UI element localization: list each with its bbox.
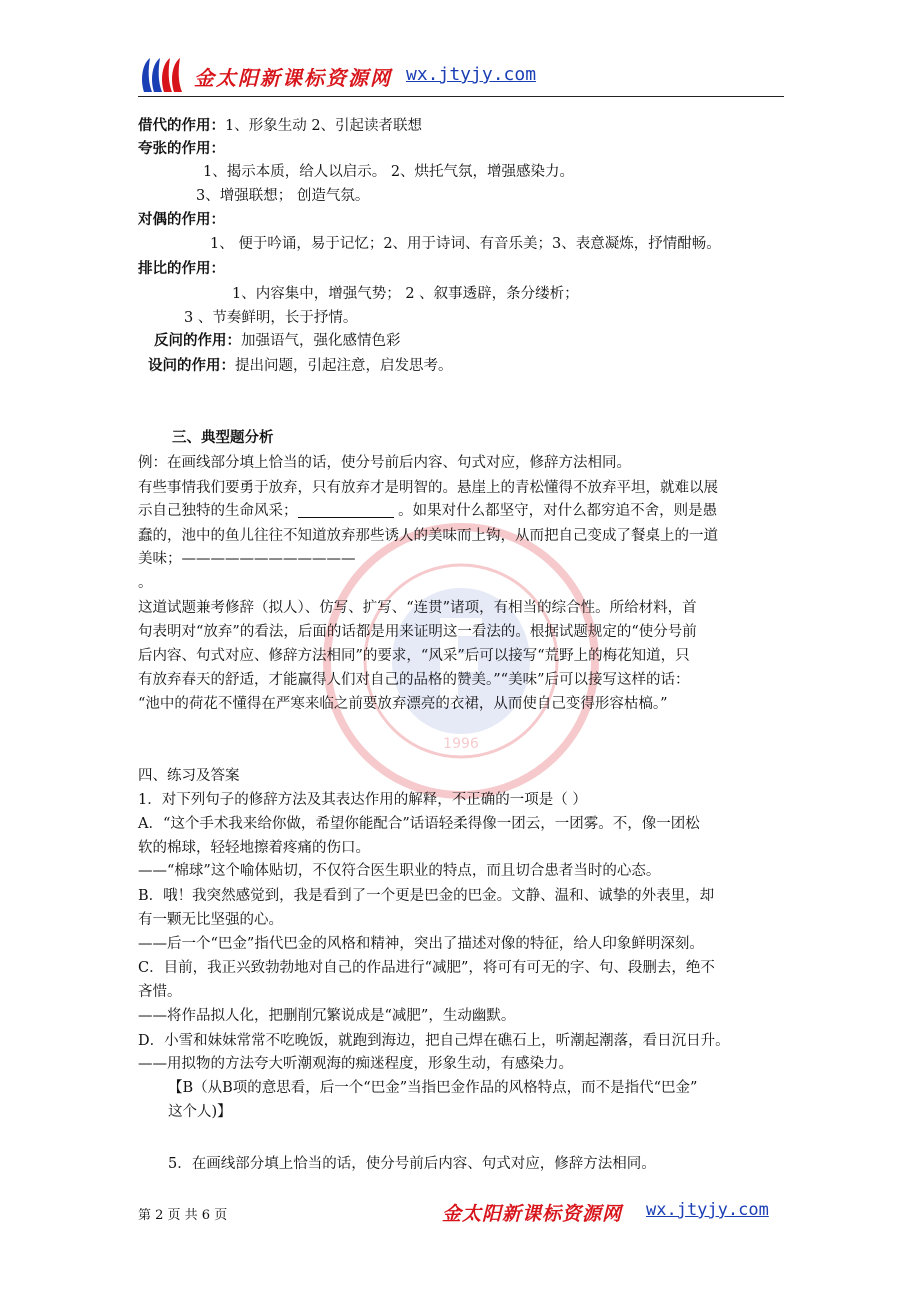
line-text: 3、增强联想； 创造气氛。 [196, 188, 370, 204]
text-line [138, 646, 690, 666]
line-text: 有些事情我们要勇于放弃，只有放弃才是明智的。悬崖上的青松懂得不放弃平坦，就难以展 [138, 480, 718, 496]
text-line [138, 934, 704, 954]
line-text: 1、形象生动 2、引起读者联想 [225, 118, 423, 134]
text-line [138, 861, 660, 881]
line-text: ——将作品拟人化，把删削冗繁说成是“减肥”，生动幽默。 [138, 1008, 516, 1024]
text-line [172, 428, 274, 448]
text-line [138, 598, 697, 618]
line-text: 后内容、句式对应、修辞方法相同”的要求，“风采”后可以接写“荒野上的梅花知道，只 [138, 648, 690, 664]
line-text: 1、内容集中，增强气势； 2 、叙事透辟，条分缕析； [232, 286, 579, 302]
text-line [154, 331, 401, 351]
text-line [232, 284, 579, 304]
line-text: B．哦！我突然感觉到，我是看到了一个更是巴金的巴金。文静、温和、诚挚的外表里，却 [138, 888, 715, 904]
text-line [210, 234, 721, 254]
text-line [196, 186, 369, 206]
text-line [138, 453, 631, 473]
page-number: 第 2 页 共 6 页 [138, 1208, 228, 1223]
text-line [148, 356, 453, 376]
line-text: “池中的荷花不懂得在严寒来临之前要放弃漂亮的衣裙，从而使自己变得形容枯槁。” [138, 696, 668, 712]
text-line [138, 838, 370, 858]
line-text: 句表明对“放弃”的看法，后面的话都是用来证明这一看法的。根据试题规定的“使分号前 [138, 624, 697, 640]
line-text: 有一颗无比坚强的心。 [138, 912, 283, 928]
text-line [138, 116, 422, 136]
text-line [138, 573, 153, 593]
text-line [138, 622, 697, 642]
line-text: 【B（从B项的意思看，后一个“巴金”当指巴金作品的风格特点，而不是指代“巴金” [168, 1080, 698, 1096]
text-line [203, 162, 574, 182]
section-heading: 排比的作用： [138, 261, 225, 277]
line-text: 这道试题兼考修辞（拟人）、仿写、扩写、“连贯”诸项，有相当的综合性。所给材料，首 [138, 600, 697, 616]
text-line [138, 886, 714, 906]
header-rule [138, 96, 784, 97]
text-line [138, 526, 718, 546]
text-line [138, 259, 225, 279]
text-line [138, 814, 700, 834]
header-brand: 金太阳新课标资源网 [194, 66, 392, 90]
text-line [138, 670, 690, 690]
line-text: 5．在画线部分填上恰当的话，使分号前后内容、句式对应，修辞方法相同。 [168, 1156, 656, 1172]
line-text: A．“这个手术我来给你做，希望你能配合”话语轻柔得像一团云，一团雾。不，像一团松 [138, 816, 700, 832]
line-text: 例：在画线部分填上恰当的话，使分号前后内容、句式对应，修辞方法相同。 [138, 455, 631, 471]
text-line [168, 1078, 697, 1098]
section-heading: 借代的作用： [138, 118, 225, 134]
logo-icon [138, 52, 190, 96]
line-text: 这个人)】 [168, 1104, 232, 1120]
text-line [138, 139, 225, 159]
line-text: 1．对下列句子的修辞方法及其表达作用的解释，不正确的一项是（ ） [138, 792, 587, 808]
line-text: 四、练习及答案 [138, 768, 240, 784]
line-text: 蠢的，池中的鱼儿往往不知道放弃那些诱人的美味而上钩，从而把自己变成了餐桌上的一道 [138, 528, 718, 544]
section-heading: 对偶的作用： [138, 212, 225, 228]
fill-in-blank [298, 503, 394, 518]
text-line [138, 982, 182, 1002]
section-heading: 设问的作用： [148, 358, 235, 374]
text-line [138, 694, 668, 714]
line-text: 软的棉球，轻轻地擦着疼痛的伤口。 [138, 840, 370, 856]
page-header [138, 52, 784, 96]
text-line [138, 958, 715, 978]
line-text: 加强语气，强化感情色彩 [241, 333, 401, 349]
section-heading: 三、典型题分析 [172, 430, 274, 446]
line-text: ——后一个“巴金”指代巴金的风格和精神，突出了描述对像的特征，给人印象鲜明深刻。 [138, 936, 704, 952]
line-text: 1、揭示本质，给人以启示。 2、烘托气氛，增强感染力。 [203, 164, 575, 180]
text-line [138, 1006, 515, 1026]
line-text: 3 、节奏鲜明，长于抒情。 [184, 310, 358, 326]
text-line [168, 1102, 232, 1122]
footer-brand: 金太阳新课标资源网 [442, 1203, 623, 1225]
line-text: 。 [138, 575, 153, 591]
line-text: 提出问题，引起注意，启发思考。 [235, 358, 453, 374]
text-line [168, 1154, 656, 1174]
header-site-link[interactable]: wx.jtyjy.com [406, 64, 537, 85]
section-heading: 反问的作用： [154, 333, 241, 349]
text-line [138, 210, 225, 230]
text-line [138, 549, 356, 569]
line-text: 1、 便于吟诵，易于记忆；2、用于诗词、有音乐美；3、表意凝炼，抒情酣畅。 [210, 236, 721, 252]
text-line [138, 910, 283, 930]
text-line [138, 790, 587, 810]
line-text: 。如果对什么都坚守，对什么都穷追不舍，则是愚 [393, 503, 718, 519]
text-line [184, 308, 357, 328]
text-line [138, 1054, 573, 1074]
text-line [138, 766, 240, 786]
line-text: ——“棉球”这个喻体贴切，不仅符合医生职业的特点，而且切合患者当时的心态。 [138, 863, 661, 879]
text-line [138, 478, 718, 498]
line-text: 美味；———————————— [138, 551, 356, 567]
text-line [138, 1031, 730, 1051]
line-text: ——用拟物的方法夸大听潮观海的痴迷程度，形象生动，有感染力。 [138, 1056, 573, 1072]
line-text: 吝惜。 [138, 984, 182, 1000]
line-text: 示自己独特的生命风采； [138, 503, 298, 519]
line-text: 有放弃春天的舒适，才能赢得人们对自己的品格的赞美。”“美味”后可以接写这样的话： [138, 672, 690, 688]
text-line [138, 501, 717, 521]
footer-site-link[interactable]: wx.jtyjy.com [646, 1200, 769, 1220]
watermark-year: 1996 [443, 736, 479, 752]
section-heading: 夸张的作用： [138, 141, 225, 157]
line-text: C．目前，我正兴致勃勃地对自己的作品进行“减肥”，将可有可无的字、句、段删去，绝不 [138, 960, 715, 976]
line-text: D．小雪和妹妹常常不吃晚饭，就跑到海边，把自己焊在礁石上，听潮起潮落，看日沉日升。 [138, 1033, 730, 1049]
